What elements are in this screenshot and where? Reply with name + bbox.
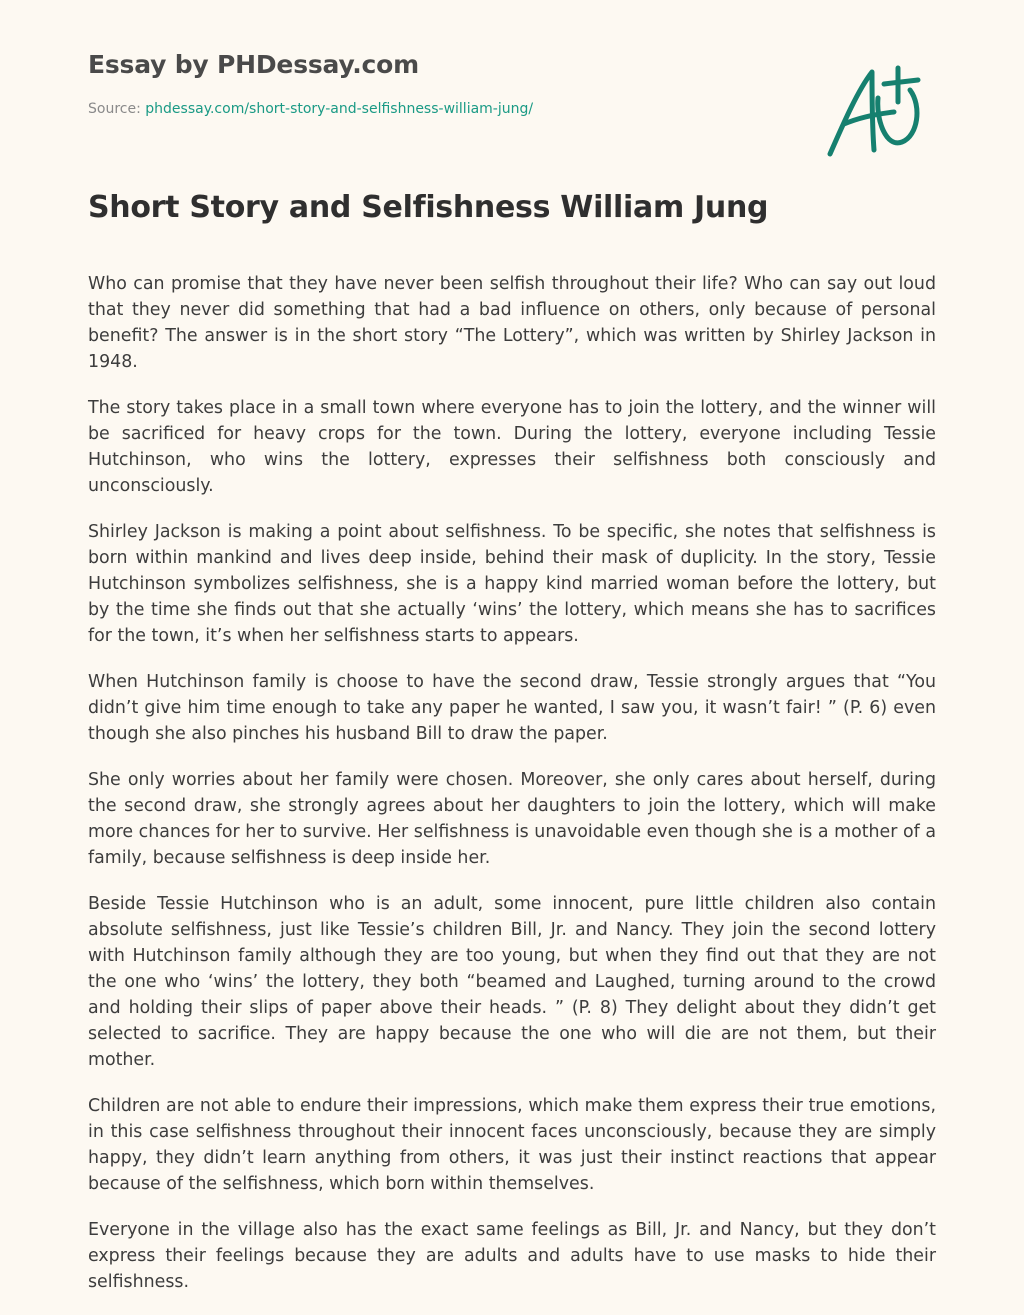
paragraph: She only worries about her family were chosen. Moreover, she only cares about herself, during the second draw, she strongly agrees about her daughters to join the lottery, which will make more chances for her to survive. Her selfishness is unavoidable even though she is a mother of a family, because selfishness is deep inside her.	[88, 770, 936, 868]
paragraph: Children are not able to endure their impressions, which make them express their true emotions, in this case selfishness throughout their innocent faces unconsciously, because they are simply happy, they didn’t learn anything from others, it was just their instinct reactions that appear because of the selfishness, which born within themselves.	[88, 1096, 936, 1194]
paragraph: The story takes place in a small town where everyone has to join the lottery, and the winner will be sacrificed for heavy crops for the town. During the lottery, everyone including Tessie Hutchinson, who wins the lottery, expresses their selfishness both consciously and unconsciously.	[88, 398, 936, 496]
a-plus-logo	[822, 64, 932, 164]
paragraph: Who can promise that they have never been selfish throughout their life? Who can say out loud that they never did something that had a bad influence on others, only because of personal benefit? The answer is in the short story “The Lottery”, which was written by Shirley Jackson in 1948.	[88, 274, 936, 372]
site-title: Essay by PHDessay.com	[88, 50, 419, 79]
source-label: Source:	[88, 101, 146, 117]
paragraph: When Hutchinson family is choose to have the second draw, Tessie strongly argues that “You didn’t give him time enough to take any paper he wanted, I saw you, it wasn’t fair! ” (P. 6) even though she also pinches his husband Bill to draw the paper.	[88, 672, 936, 744]
paragraph: Shirley Jackson is making a point about selfishness. To be specific, she notes that selfishness is born within mankind and lives deep inside, behind their mask of duplicity. In the story, Tessie Hutchinson symbolizes selfishness, she is a happy kind married woman before the lottery, but by the time she finds out that she actually ‘wins’ the lottery, which means she has to sacrifices for the town, it’s when her selfishness starts to appears.	[88, 522, 936, 646]
essay-body	[88, 271, 936, 1315]
a-plus-logo-icon	[822, 64, 932, 164]
paragraph: Beside Tessie Hutchinson who is an adult, some innocent, pure little children also contain absolute selfishness, just like Tessie’s children Bill, Jr. and Nancy. They join the second lottery with Hutchinson family although they are too young, but when they find out that they are not the one who ‘wins’ the lottery, they both “beamed and Laughed, turning around to the crowd and holding their slips of paper above their heads. ” (P. 8) They delight about they didn’t get selected to sacrifice. They are happy because the one who will die are not them, but their mother.	[88, 894, 936, 1070]
source-link[interactable]: phdessay.com/short-story-and-selfishness-william-jung/	[145, 101, 534, 117]
document-title: Short Story and Selfishness William Jung	[88, 190, 769, 225]
paragraph: Everyone in the village also has the exact same feelings as Bill, Jr. and Nancy, but they don’t express their feelings because they are adults and adults have to use masks to hide their selfishness.	[88, 1220, 936, 1292]
source-line	[88, 101, 533, 117]
